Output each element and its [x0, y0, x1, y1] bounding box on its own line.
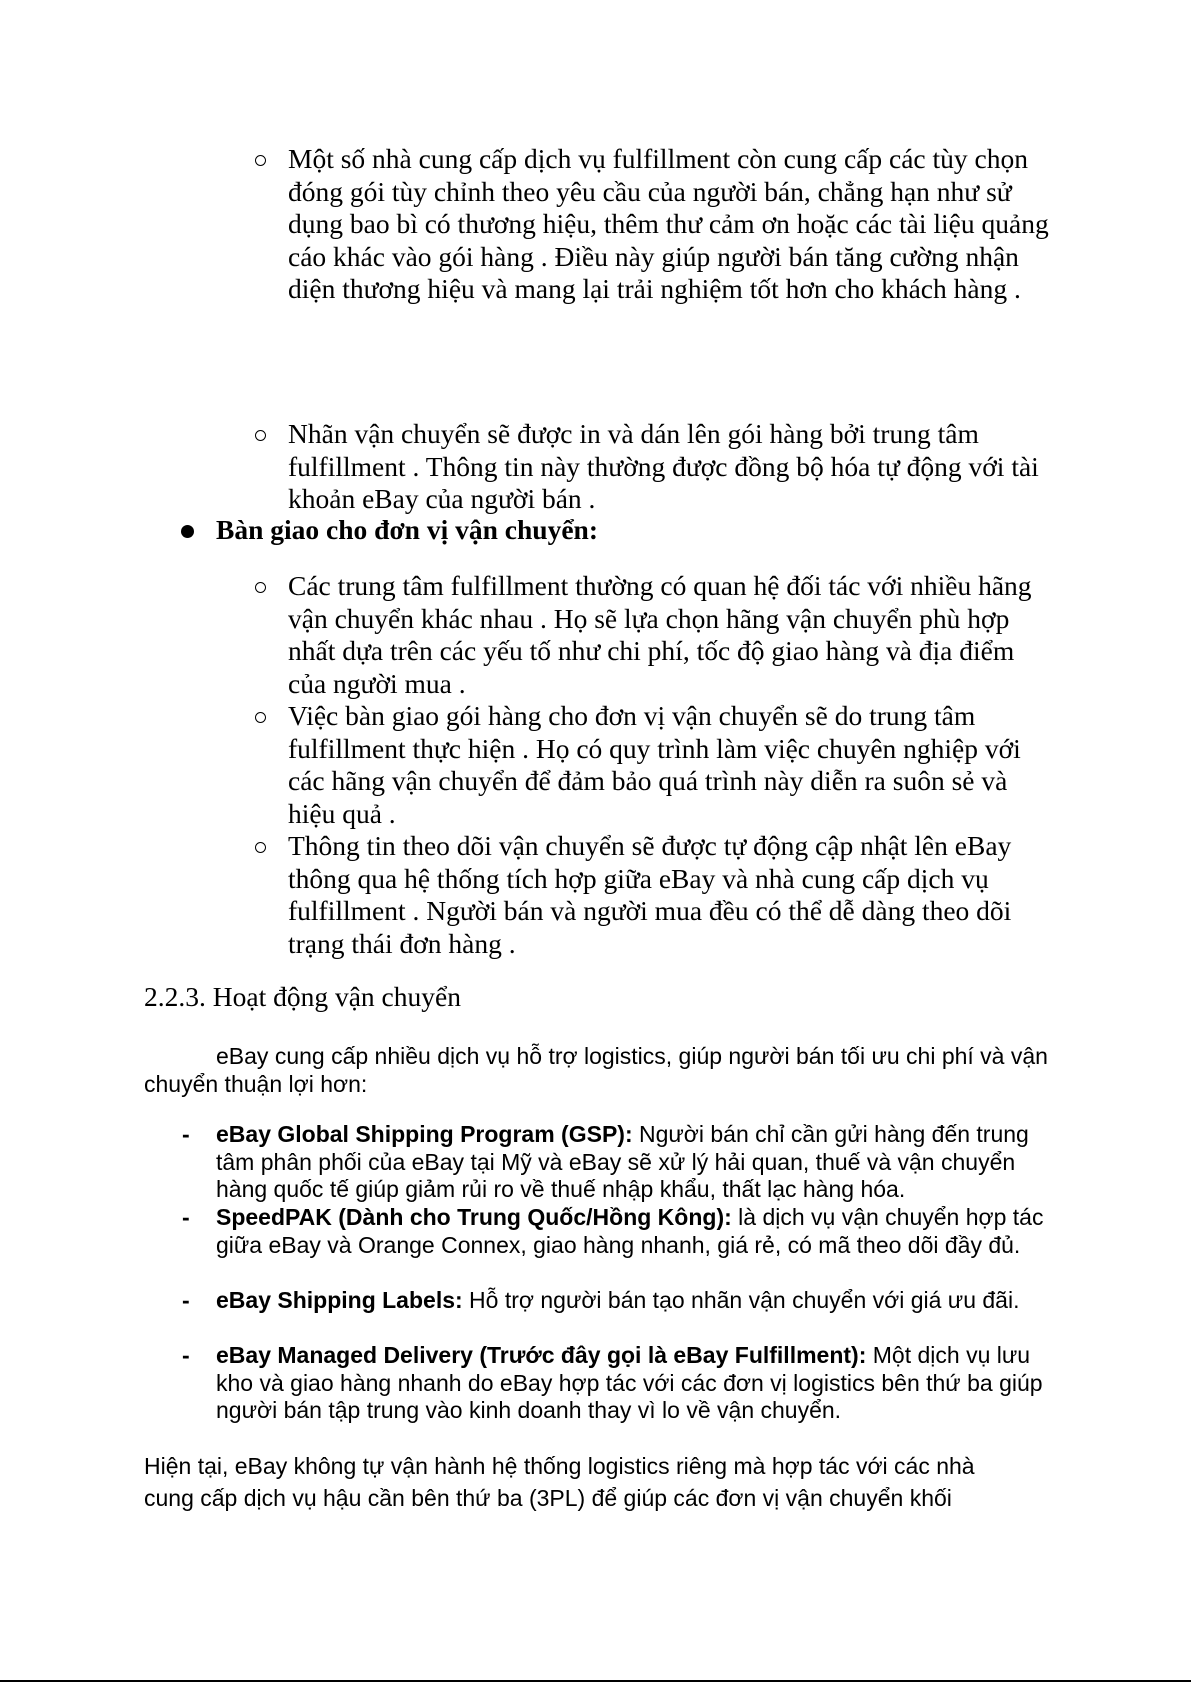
service-item [216, 1204, 1056, 1259]
bullet-heading: Bàn giao cho đơn vị vận chuyển: [216, 514, 598, 545]
list-item: Việc bàn giao gói hàng cho đơn vị vận chuyển sẽ do trung tâm fulfillment thực hiện . Họ có quy trình làm việc chuyên nghiệp với các hãng vận chuyển để đảm bảo quá trình này diễn ra suôn sẻ và hiệu quả . [288, 700, 1021, 829]
list-item: Thông tin theo dõi vận chuyển sẽ được tự động cập nhật lên eBay thông qua hệ thống tích hợp giữa eBay và nhà cung cấp dịch vụ fulfillment . Người bán và người mua đều có thể dễ dàng theo dõi trạng thái đơn hàng . [288, 830, 1012, 959]
service-desc: là dịch vụ vận chuyển hợp tác giữa eBay và Orange Connex, giao hàng nhanh, giá rẻ, có mã theo dõi đầy đủ. [216, 1204, 1044, 1258]
list-item: Các trung tâm fulfillment thường có quan hệ đối tác với nhiều hãng vận chuyển khác nhau . Họ sẽ lựa chọn hãng vận chuyển phù hợp nhất dựa trên các yếu tố như chi phí, tốc độ giao hàng và địa điểm của người mua . [288, 570, 1032, 699]
service-desc: Người bán chỉ cần gửi hàng đến trung tâm phân phối của eBay tại Mỹ và eBay sẽ xử lý hải quan, thuế và vận chuyển hàng quốc tế giúp giảm rủi ro về thuế nhập khẩu, thất lạc hàng hóa. [216, 1121, 1029, 1202]
service-name: eBay Global Shipping Program (GSP): [216, 1121, 633, 1147]
circle-bullet-icon [255, 430, 266, 441]
closing-paragraph: Hiện tại, eBay không tự vận hành hệ thống logistics riêng mà hợp tác với các nhà cung cấp dịch vụ hậu cần bên thứ ba (3PL) để giúp các đơn vị vận chuyển khối [144, 1453, 975, 1511]
service-item [216, 1121, 1056, 1204]
circle-bullet-icon [255, 155, 266, 166]
service-name: SpeedPAK (Dành cho Trung Quốc/Hồng Kông): [216, 1204, 732, 1230]
circle-bullet-icon [255, 582, 266, 593]
service-name: eBay Shipping Labels: [216, 1287, 463, 1313]
dash-bullet: - [182, 1121, 190, 1147]
service-desc: Hỗ trợ người bán tạo nhãn vận chuyển với giá ưu đãi. [462, 1287, 1020, 1313]
circle-bullet-icon [255, 712, 266, 723]
dash-bullet: - [182, 1342, 190, 1368]
circle-bullet-icon [255, 842, 266, 853]
service-name: eBay Managed Delivery (Trước đây gọi là eBay Fulfillment): [216, 1342, 867, 1368]
service-desc: Một dịch vụ lưu kho và giao hàng nhanh do eBay hợp tác với các đơn vị logistics bên thứ ba giúp người bán tập trung vào kinh doanh thay vì lo về vận chuyển. [216, 1342, 1043, 1423]
service-item [216, 1342, 1056, 1425]
intro-paragraph: eBay cung cấp nhiều dịch vụ hỗ trợ logistics, giúp người bán tối ưu chi phí và vận chuyển thuận lợi hơn: [144, 1043, 1048, 1097]
dash-bullet: - [182, 1287, 190, 1313]
service-item [216, 1287, 1056, 1315]
section-title: 2.2.3. Hoạt động vận chuyển [144, 981, 461, 1012]
dash-bullet: - [182, 1204, 190, 1230]
page-divider [0, 1680, 1191, 1682]
list-item: Một số nhà cung cấp dịch vụ fulfillment còn cung cấp các tùy chọn đóng gói tùy chỉnh theo yêu cầu của người bán, chẳng hạn như sử dụng bao bì có thương hiệu, thêm thư cảm ơn hoặc các tài liệu quảng cáo khác vào gói hàng . Điều này giúp người bán tăng cường nhận diện thương hiệu và mang lại trải nghiệm tốt hơn cho khách hàng . [288, 143, 1049, 304]
list-item: Nhãn vận chuyển sẽ được in và dán lên gói hàng bởi trung tâm fulfillment . Thông tin này thường được đồng bộ hóa tự động với tài khoản eBay của người bán . [288, 418, 1039, 514]
filled-bullet-icon [181, 525, 194, 538]
